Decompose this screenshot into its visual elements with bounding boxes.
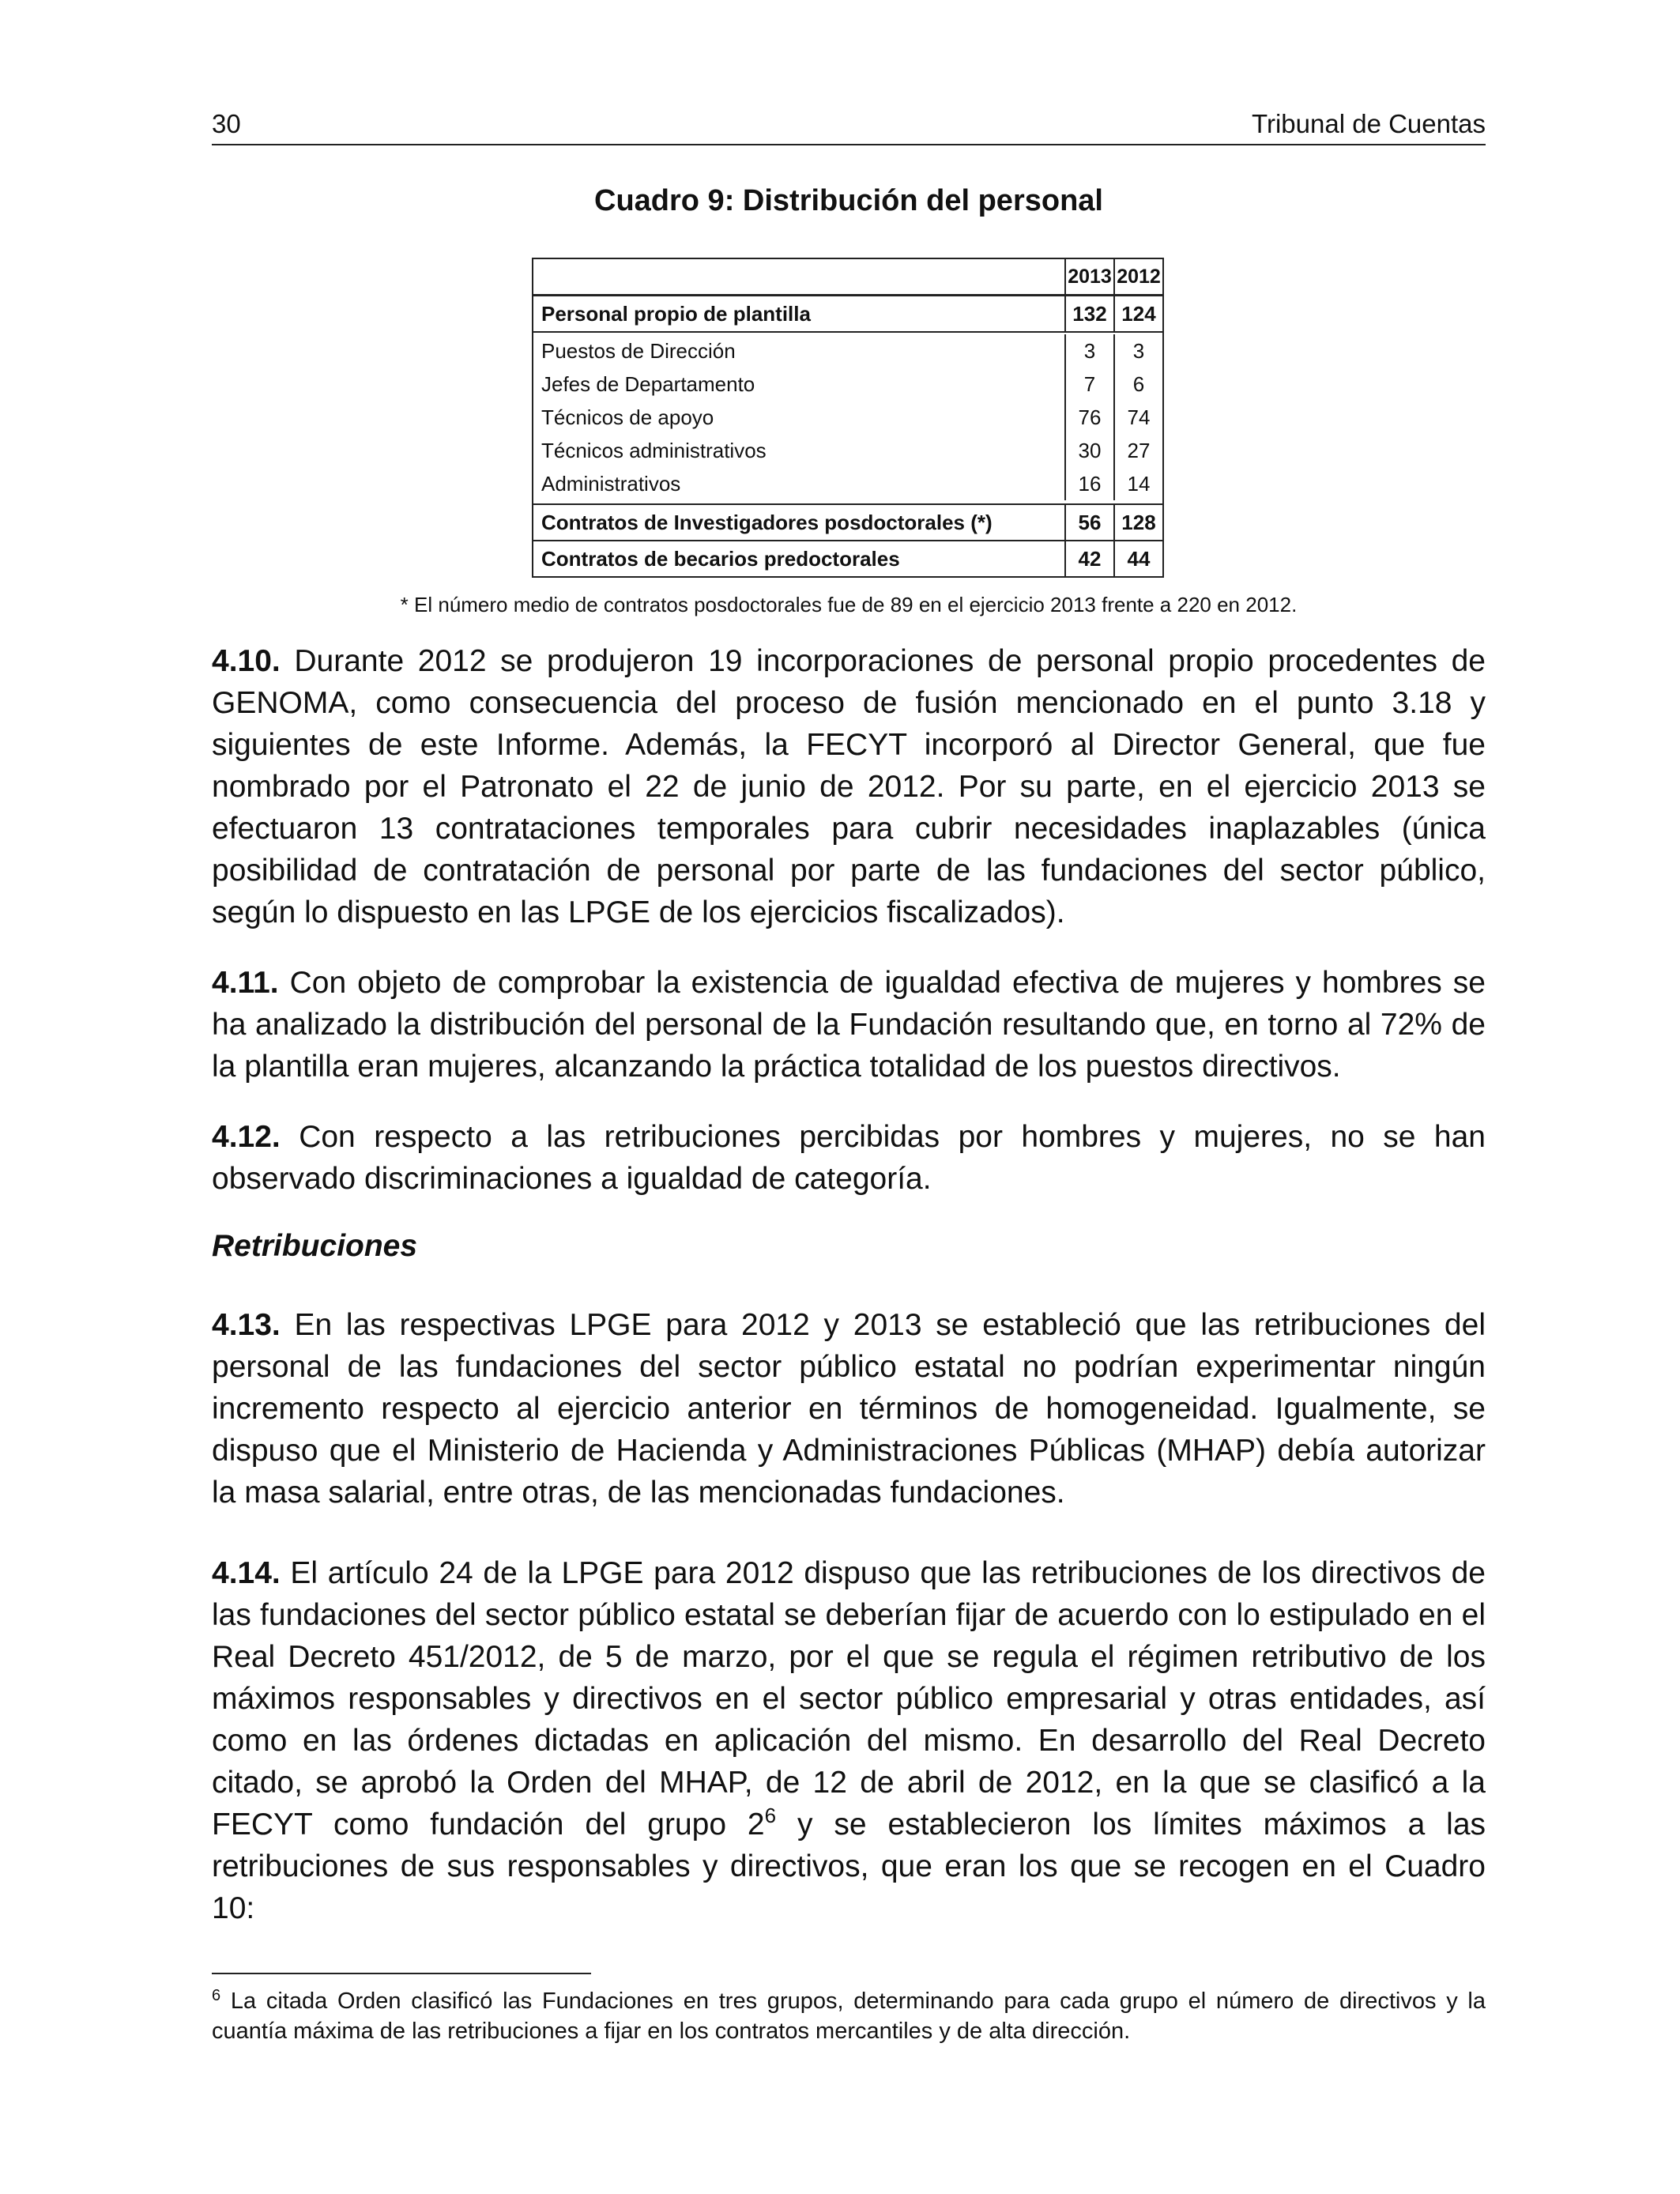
- paragraph-4-12: [212, 1116, 1486, 1200]
- row-label: Personal propio de plantilla: [533, 296, 1066, 331]
- table-row: [533, 467, 1162, 503]
- paragraph-number: 4.14.: [212, 1556, 281, 1590]
- paragraph-text: El artículo 24 de la LPGE para 2012 dispuso que las retribuciones de los directivos de las fundaciones del sector público estatal se deberían fijar de acuerdo con lo estipulado en el Real Decreto 451/2012, de 5 de marzo, por el que se regula el régimen retributivo de los máximos responsables y directivos en el sector público empresarial y otras entidades, así como en las órdenes dictadas en aplicación del mismo. En desarrollo del Real Decreto citado, se aprobó la Orden del MHAP, de 12 de abril de 2012, en la que se clasificó a la FECYT como fundación del grupo 2: [212, 1556, 1486, 1842]
- personnel-table: [532, 258, 1164, 578]
- table-row: [533, 296, 1162, 333]
- cell-2013: 56: [1066, 505, 1115, 540]
- cell-2012: 3: [1132, 338, 1145, 363]
- paragraph-text: Con objeto de comprobar la existencia de igualdad efectiva de mujeres y hombres se ha analizado la distribución del personal de la Fundación resultando que, en torno al 72% de la plantilla eran mujeres, alcanzando la práctica totalidad de los puestos directivos.: [212, 966, 1486, 1084]
- cell-2013: 3: [1066, 334, 1115, 368]
- table-row: [533, 368, 1162, 401]
- paragraph-number: 4.11.: [212, 966, 279, 1000]
- paragraph-number: 4.13.: [212, 1308, 281, 1342]
- cell-2012: 74: [1127, 405, 1151, 429]
- header-organization: Tribunal de Cuentas: [1252, 109, 1486, 138]
- cell-2013: 16: [1066, 467, 1115, 500]
- table-header-blank: [533, 259, 1066, 294]
- footnote-marker: 6: [212, 1987, 221, 2004]
- table-header-row: [533, 259, 1162, 296]
- footnote-reference[interactable]: 6: [764, 1804, 777, 1827]
- cell-2012: 128: [1121, 510, 1156, 534]
- row-label: Técnicos de apoyo: [533, 401, 1066, 434]
- table-row: [533, 503, 1162, 540]
- cell-2012: 124: [1121, 301, 1156, 326]
- table-row: [533, 540, 1162, 576]
- paragraph-number: 4.12.: [212, 1120, 281, 1154]
- cell-2013: 76: [1066, 401, 1115, 434]
- column-header-2012: 2012: [1117, 265, 1161, 288]
- paragraph-text: Con respecto a las retribuciones percibidas por hombres y mujeres, no se han observado discriminaciones a igualdad de categoría.: [212, 1120, 1486, 1196]
- cell-2012: 14: [1127, 471, 1151, 496]
- cell-2013: 7: [1066, 368, 1115, 401]
- cell-2012: 44: [1127, 546, 1151, 571]
- table-title: Cuadro 9: Distribución del personal: [594, 184, 1103, 217]
- table-row: [533, 333, 1162, 368]
- paragraph-4-14: [212, 1552, 1486, 1929]
- table-row: [533, 434, 1162, 467]
- footnote: [212, 1986, 1486, 2046]
- paragraph-number: 4.10.: [212, 644, 281, 678]
- table-note: * El número medio de contratos posdoctorales fue de 89 en el ejercicio 2013 frente a 220 en 2012.: [400, 593, 1298, 616]
- row-label: Contratos de becarios predoctorales: [533, 541, 1066, 576]
- paragraph-4-10: [212, 640, 1486, 933]
- row-label: Puestos de Dirección: [533, 334, 1066, 368]
- table-row: [533, 401, 1162, 434]
- paragraph-4-13: [212, 1304, 1486, 1514]
- cell-2012: 27: [1127, 438, 1151, 462]
- cell-2013: 132: [1066, 296, 1115, 331]
- row-label: Técnicos administrativos: [533, 434, 1066, 467]
- footnote-text: La citada Orden clasificó las Fundaciones en tres grupos, determinando para cada grupo el número de directivos y la cuantía máxima de las retribuciones a fijar en los contratos mercantiles y de alta dirección.: [212, 1989, 1486, 2044]
- column-header-2013: 2013: [1066, 259, 1115, 294]
- cell-2013: 30: [1066, 434, 1115, 467]
- row-label: Contratos de Investigadores posdoctorales (*): [533, 505, 1066, 540]
- row-label: Administrativos: [533, 467, 1066, 500]
- section-heading: Retribuciones: [212, 1229, 418, 1263]
- row-label: Jefes de Departamento: [533, 368, 1066, 401]
- page-number: 30: [212, 109, 241, 138]
- page-header: [212, 109, 1486, 145]
- paragraph-text: En las respectivas LPGE para 2012 y 2013 se estableció que las retribuciones del personal de las fundaciones del sector público estatal no podrían experimentar ningún incremento respecto al ejercicio anterior en términos de homogeneidad. Igualmente, se dispuso que el Ministerio de Hacienda y Administraciones Públicas (MHAP) debía autorizar la masa salarial, entre otras, de las mencionadas fundaciones.: [212, 1308, 1486, 1510]
- paragraph-text-continued: y se establecieron los límites máximos a las retribuciones de sus responsables y directivos, que eran los que se recogen en el Cuadro 10:: [212, 1808, 1486, 1925]
- cell-2013: 42: [1066, 541, 1115, 576]
- footnote-divider: [212, 1973, 591, 1974]
- paragraph-4-11: [212, 962, 1486, 1088]
- cell-2012: 6: [1132, 371, 1145, 396]
- paragraph-text: Durante 2012 se produjeron 19 incorporaciones de personal propio procedentes de GENOMA, como consecuencia del proceso de fusión mencionado en el punto 3.18 y siguientes de este Informe. Además, la FECYT incorporó al Director General, que fue nombrado por el Patronato el 22 de junio de 2012. Por su parte, en el ejercicio 2013 se efectuaron 13 contrataciones temporales para cubrir necesidades inaplazables (única posibilidad de contratación de personal por parte de las fundaciones del sector público, según lo dispuesto en las LPGE de los ejercicios fiscalizados).: [212, 644, 1486, 929]
